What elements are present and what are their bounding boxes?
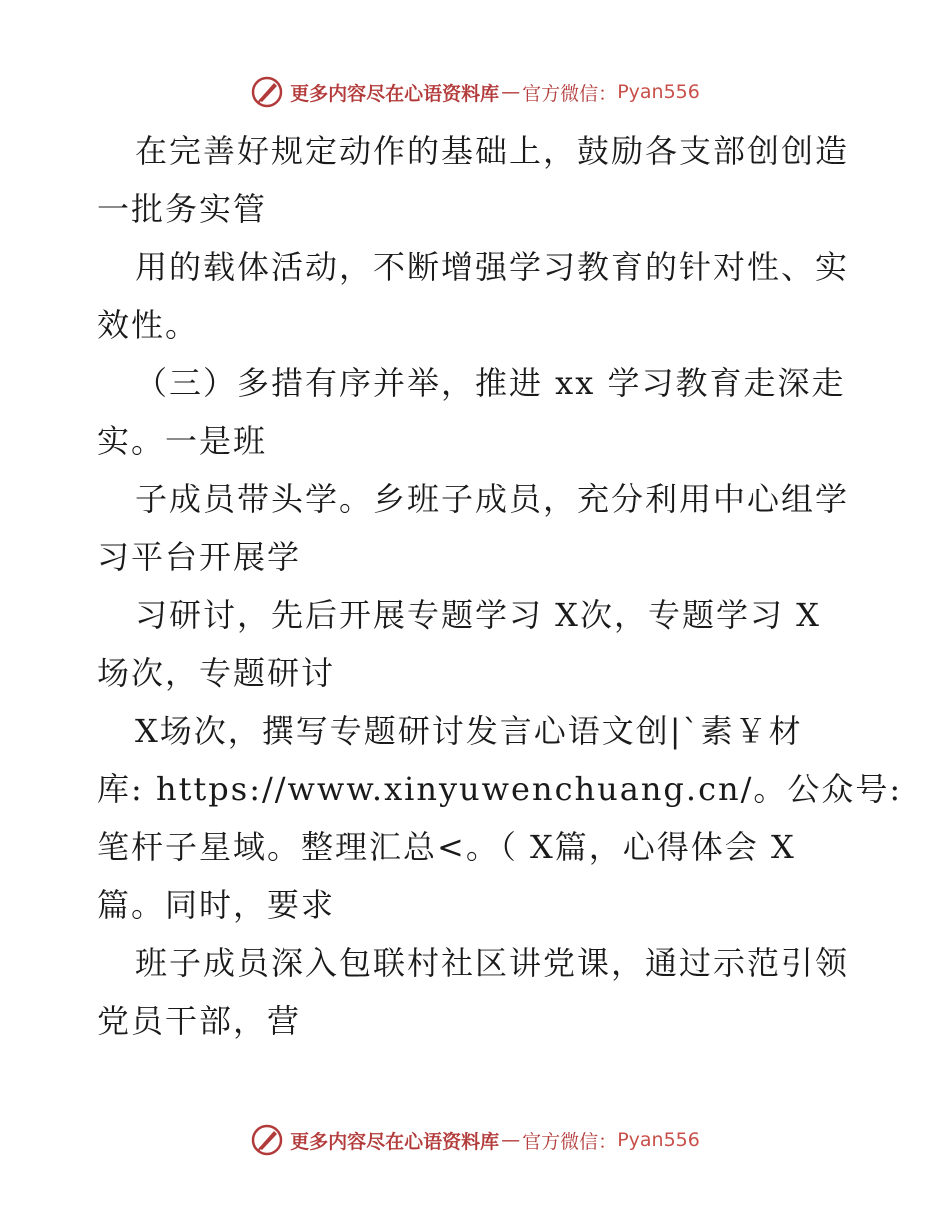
text-line: X场次，撰写专题研讨发言心语文创|`素￥材 xyxy=(135,712,803,750)
text-line: 子成员带头学。乡班子成员，充分利用中心组学 xyxy=(135,480,850,518)
text-line: 一批务实管 xyxy=(97,190,268,228)
text-line: 班子成员深入包联村社区讲党课，通过示范引领 xyxy=(135,944,850,982)
text-line: （三）多措有序并举，推进 xx 学习教育走深走 xyxy=(135,364,846,402)
text-line: 在完善好规定动作的基础上，鼓励各支部创创造 xyxy=(135,132,850,170)
header-watermark xyxy=(0,72,950,112)
watermark-separator: — xyxy=(501,81,521,103)
footer-watermark xyxy=(0,1120,950,1160)
body-text xyxy=(97,122,903,1050)
quill-logo-icon xyxy=(250,75,284,109)
text-line: 党员干部，营 xyxy=(97,1002,302,1040)
watermark-main-text: 更多内容尽在心语资料库 xyxy=(290,1130,500,1153)
text-line: 篇。同时，要求 xyxy=(97,886,336,924)
quill-logo-icon xyxy=(250,1123,284,1157)
watermark-wechat-label: 官方微信： xyxy=(522,1130,618,1153)
text-line: 库: https://www.xinyuwenchuang.cn/。公众号: xyxy=(97,770,903,808)
watermark-separator: — xyxy=(501,1129,521,1151)
watermark-wechat-handle: Pyan556 xyxy=(617,1129,700,1151)
text-line: 效性。 xyxy=(97,306,200,344)
text-line: 场次，专题研讨 xyxy=(97,654,336,692)
text-line: 习研讨，先后开展专题学习 X次，专题学习 X xyxy=(135,596,821,634)
text-line: 实。一是班 xyxy=(97,422,268,460)
watermark-wechat-handle: Pyan556 xyxy=(617,81,700,103)
text-line: 用的载体活动，不断增强学习教育的针对性、实 xyxy=(135,248,850,286)
text-line: 习平台开展学 xyxy=(97,538,302,576)
watermark-main-text: 更多内容尽在心语资料库 xyxy=(290,82,500,105)
watermark-wechat-label: 官方微信： xyxy=(522,82,618,105)
text-line: 笔杆子星域。整理汇总<。（ X篇，心得体会 X xyxy=(97,828,796,866)
